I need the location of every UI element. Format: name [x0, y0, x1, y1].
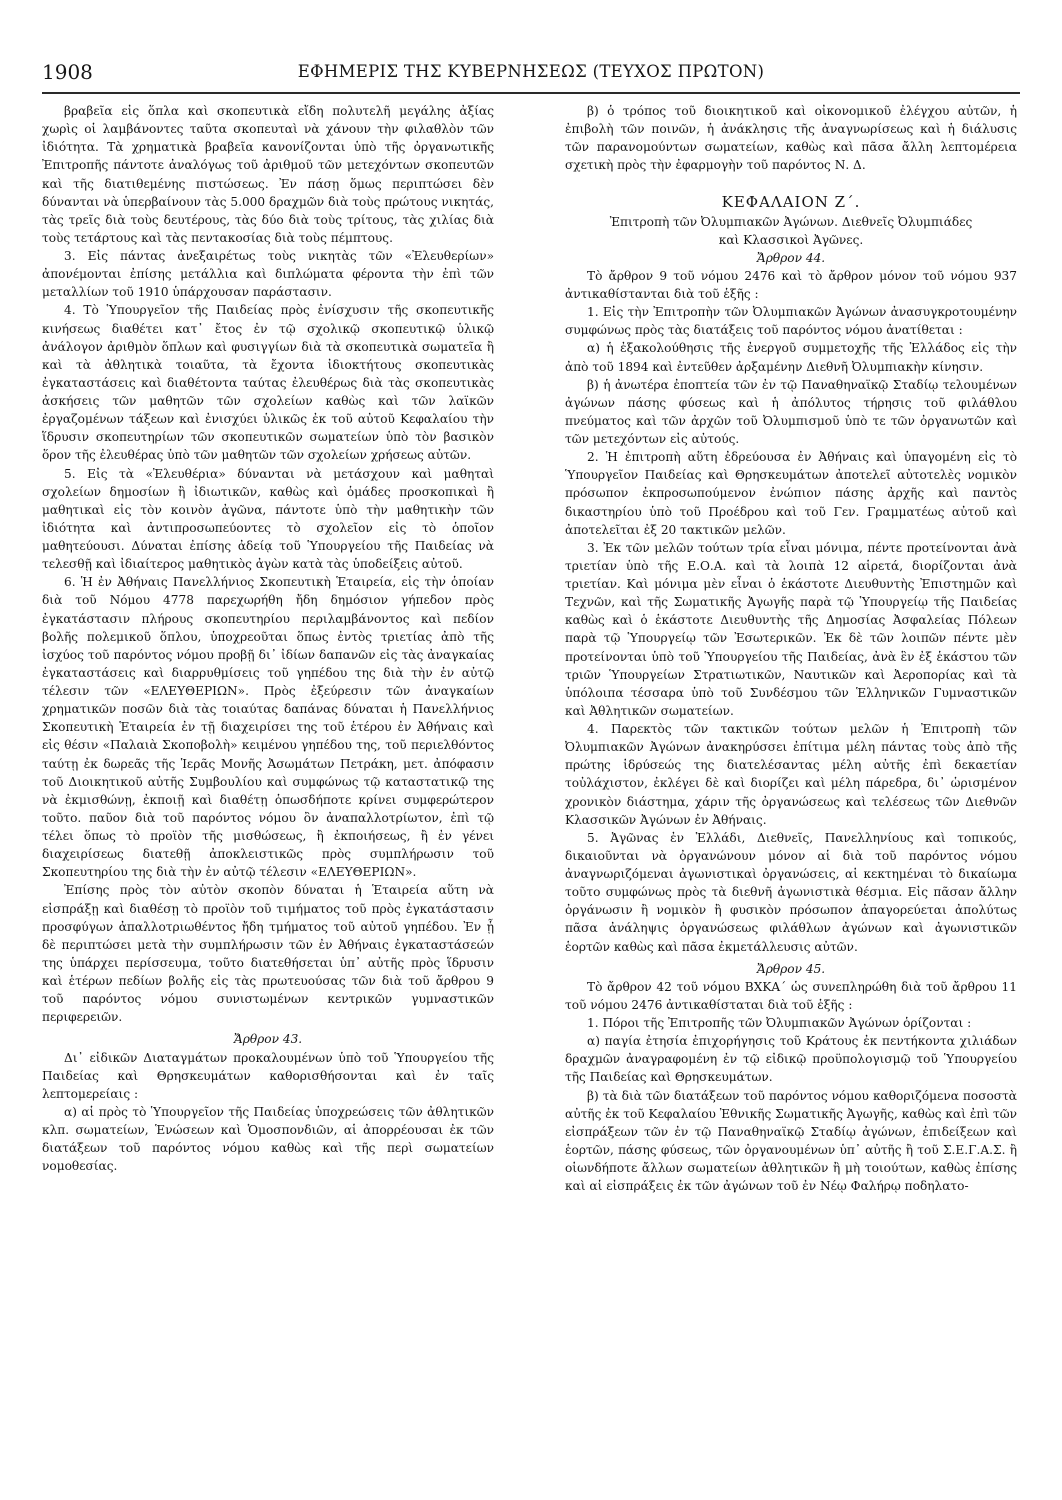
article-heading: Ἄρθρον 43. [233, 1032, 303, 1047]
left-column [42, 102, 494, 1482]
gazette-title: ΕΦΗΜΕΡΙΣ ΤΗΣ ΚΥΒΕΡΝΗΣΕΩΣ (ΤΕΥΧΟΣ ΠΡΩΤΟΝ) [297, 62, 765, 81]
paragraph: 1. Εἰς τὴν Ἐπιτροπὴν τῶν Ὀλυμπιακῶν Ἀγώνων ἀνασυγκροτουμένην συμφώνως πρὸς τὰς διατάξεις τοῦ παρόντος νόμου ἀνατίθεται : [565, 305, 1017, 338]
chapter-subtitle: καὶ Κλασσικοὶ Ἀγῶνες. [718, 232, 864, 247]
paragraph: 2. Ἡ ἐπιτροπὴ αὕτη ἐδρεύουσα ἐν Ἀθήναις καὶ ὑπαγομένη εἰς τὸ Ὑπουργεῖον Παιδείας καὶ Θρησκευμάτων ἀποτελεῖ αὐτοτελὲς νομικὸν πρόσωπον ἐκπροσωπούμενον ἐνώπιον πάσης ἀρχῆς καὶ παντὸς δικαστηρίου ὑπὸ τοῦ Προέδρου καὶ τοῦ Γεν. Γραμματέως αὐτοῦ καὶ ἀποτελεῖται ἐξ 20 τακτικῶν μελῶν. [565, 450, 1017, 537]
paragraph: βραβεῖα εἰς ὅπλα καὶ σκοπευτικὰ εἴδη πολυτελῆ μεγάλης ἀξίας χωρὶς οἱ λαμβάνοντες ταῦτα σκοπευταὶ νὰ χάνουν τὴν φιλαθλὸν τῶν ἰδιότητα. Τὰ χρηματικὰ βραβεῖα κανονίζονται ὑπὸ τῆς ὀργανωτικῆς Ἐπιτροπῆς πάντοτε ἀναλόγως τοῦ ἀριθμοῦ τῶν μετεχόντων σκοπευτῶν καὶ τῆς διατιθεμένης πιστώσεως. Ἐν πάσῃ ὅμως περιπτώσει δὲν δύνανται νὰ ὑπερβαίνουν τὰς 5.000 δραχμῶν διὰ τοὺς πρώτους νικητάς, τὰς τρεῖς διὰ τοὺς δευτέρους, τὰς δύο διὰ τοὺς τρίτους, τὰς χιλίας διὰ τοὺς τετάρτους καὶ τὰς πεντακοσίας διὰ τοὺς πέμπτους. [42, 104, 494, 245]
paragraph: 3. Ἐκ τῶν μελῶν τούτων τρία εἶναι μόνιμα, πέντε προτείνονται ἀνὰ τριετίαν ὑπὸ τῆς Ε.Ο.Α. καὶ τὰ λοιπὰ 12 αἱρετά, διορίζονται ἀνὰ τριετίαν. Καὶ μόνιμα μὲν εἶναι ὁ ἑκάστοτε Διευθυντὴς Ἐπιστημῶν καὶ Τεχνῶν, καὶ τῆς Σωματικῆς Ἀγωγῆς παρὰ τῷ Ὑπουργείῳ τῆς Παιδείας καθὼς καὶ ὁ ἑκάστοτε Διευθυντὴς τῆς Δημοσίας Ἀσφαλείας Πόλεων παρὰ τῷ Ὑπουργείῳ τῶν Ἐσωτερικῶν. Ἐκ δὲ τῶν λοιπῶν πέντε μὲν προτείνονται ὑπὸ τοῦ Ὑπουργείου τῆς Παιδείας, ἀνὰ ἓν ἐξ ἑκάστου τῶν τριῶν Ὑπουργείων Στρατιωτικῶν, Ναυτικῶν καὶ Ἀεροπορίας καὶ τὰ ὑπόλοιπα τέσσαρα ὑπὸ τοῦ Συνδέσμου τῶν Ἑλληνικῶν Γυμναστικῶν καὶ Ἀθλητικῶν σωματείων. [565, 540, 1017, 718]
paragraph: 4. Παρεκτὸς τῶν τακτικῶν τούτων μελῶν ἡ Ἐπιτροπὴ τῶν Ὀλυμπιακῶν Ἀγώνων ἀνακηρύσσει ἐπίτιμα μέλη πάντας τοὺς ἀπὸ τῆς πρώτης ἱδρύσεώς της διατελέσαντας μέλη αὐτῆς ἐπὶ δεκαετίαν τοὐλάχιστον, ἐκλέγει δὲ καὶ διορίζει καὶ μέλη πάρεδρα, δι᾽ ὡρισμένον χρονικὸν διάστημα, χάριν τῆς ὀργανώσεως καὶ τελέσεως τῶν Διεθνῶν Κλασσικῶν Ἀγώνων ἐν Ἀθήναις. [565, 722, 1017, 827]
paragraph: 4. Τὸ Ὑπουργεῖον τῆς Παιδείας πρὸς ἐνίσχυσιν τῆς σκοπευτικῆς κινήσεως διαθέτει κατ᾽ ἔτος ἐν τῷ σχολικῷ σκοπευτικῷ ὑλικῷ ἀνάλογον ἀριθμὸν ὅπλων καὶ φυσιγγίων διὰ τὰ σκοπευτικὰ σωματεῖα ἢ καὶ τὰ ἀθλητικὰ τοιαῦτα, τὰ ἔχοντα ἰδιοκτήτους σκοπευτικὰς ἐγκαταστάσεις καὶ διαθέτοντα ταύτας ἐλευθέρως διὰ τὰς σκοπευτικὰς ἀσκήσεις τῶν μαθητῶν τῶν σχολείων καθὼς καὶ τῶν λαϊκῶν ἐργαζομένων τάξεων καὶ ἐνισχύει ὑλικῶς ἐκ τοῦ αὐτοῦ Κεφαλαίου τὴν ἵδρυσιν σκοπευτηρίων τῶν σκοπευτικῶν σωματείων ὑπὸ τὸν βασικὸν ὅρον τῆς ἐλευθέρας ὑπὸ τῶν μαθητῶν τῶν σχολείων χρήσεως αὐτῶν. [42, 303, 494, 463]
paragraph: β) ἡ ἀνωτέρα ἐποπτεία τῶν ἐν τῷ Παναθηναϊκῷ Σταδίῳ τελουμένων ἀγώνων πάσης φύσεως καὶ ἡ ἀπόλυτος τήρησις τοῦ φιλάθλου πνεύματος καὶ τῶν ἀρχῶν τοῦ Ὀλυμπισμοῦ ὑπὸ τε τῶν ὀργανωτῶν καὶ τῶν μετεχόντων εἰς αὐτούς. [565, 377, 1017, 446]
paragraph: α) αἱ πρὸς τὸ Ὑπουργεῖον τῆς Παιδείας ὑποχρεώσεις τῶν ἀθλητικῶν κλπ. σωματείων, Ἑνώσεων καὶ Ὁμοσπονδιῶν, αἱ ἀπορρέουσαι ἐκ τῶν διατάξεων τοῦ παρόντος νόμου καθὼς καὶ τῆς περὶ σωματείων νομοθεσίας. [42, 1104, 494, 1174]
paragraph: 6. Ἡ ἐν Ἀθήναις Πανελλήνιος Σκοπευτικὴ Ἑταιρεία, εἰς τὴν ὁποίαν διὰ τοῦ Νόμου 4778 παρεχωρήθη ἤδη δημόσιον γήπεδον πρὸς ἐγκατάστασιν πλήρους σκοπευτηρίου περιλαμβάνοντος καὶ πεδίον βολῆς πολεμικοῦ ὅπλου, ὑποχρεοῦται ὅπως ἐντὸς τριετίας ἀπὸ τῆς ἰσχύος τοῦ παρόντος νόμου προβῇ δι᾽ ἰδίων δαπανῶν εἰς τὰς ἀναγκαίας ἐγκαταστάσεις καὶ διαρρυθμίσεις τοῦ γηπέδου της διὰ τὴν ἐν αὐτῷ τέλεσιν τῶν «ΕΛΕΥΘΕΡΙΩΝ». Πρὸς ἐξεύρεσιν τῶν ἀναγκαίων χρηματικῶν ποσῶν διὰ τὰς τοιαύτας δαπάνας δύναται ἡ Πανελλήνιος Σκοπευτικὴ Ἑταιρεία ἐν τῇ διαχειρίσει της τοῦ ἑτέρου ἐν Ἀθήναις καὶ εἰς θέσιν «Παλαιὰ Σκοποβολὴ» κειμένου γηπέδου της, τοῦ περιελθόντος ταύτῃ ἐκ δωρεᾶς τῆς Ἱερᾶς Μονῆς Ἀσωμάτων Πετράκη, μετ. ἀπόφασιν τοῦ Διοικητικοῦ αὐτῆς Συμβουλίου καὶ συμφώνως τῷ καταστατικῷ της νὰ ἐκμισθώνῃ, ἐκποιῇ καὶ διαθέτῃ ὁπωσδήποτε κρίνει συμφερώτερον τοῦτο. παῦον διὰ τοῦ παρόντος νόμου ὂν ἀναπαλλοτρίωτον, ἐπὶ τῷ τέλει ὅπως τὸ προϊὸν τῆς μισθώσεως, ἢ ἐκποιήσεως, ἢ ἐν γένει διαχειρίσεως διατεθῇ ἀποκλειστικῶς πρὸς συμπλήρωσιν τοῦ Σκοπευτηρίου της διὰ τὴν ἐν αὐτῷ τέλεσιν «ΕΛΕΥΘΕΡΙΩΝ». [42, 575, 494, 880]
page-number: 1908 [42, 60, 93, 84]
paragraph: 1. Πόροι τῆς Ἐπιτροπῆς τῶν Ὀλυμπιακῶν Ἀγώνων ὁρίζονται : [587, 1016, 972, 1030]
paragraph: 5. Εἰς τὰ «Ἐλευθέρια» δύνανται νὰ μετάσχουν καὶ μαθηταὶ σχολείων δημοσίων ἢ ἰδιωτικῶν, καθὼς καὶ ὁμάδες προσκοπικαὶ ἢ μαθητικαὶ εἰς τὸν κοινὸν ἀγῶνα, πάντοτε ὑπὸ τὴν μαθητικὴν τῶν ἰδιότητα καὶ ἀντιπροσωπεύοντες τὸ σχολεῖον εἰς τὸ ὁποῖον μαθητεύουσι. Δύναται ἐπίσης ἀδείᾳ τοῦ Ὑπουργείου τῆς Παιδείας νὰ τελεσθῇ καὶ ἰδιαίτερος μαθητικὸς ἀγὼν κατὰ τὰς ὑποδείξεις αὐτοῦ. [42, 466, 494, 572]
article-heading: Ἄρθρον 44. [756, 250, 826, 265]
paragraph: β) τὰ διὰ τῶν διατάξεων τοῦ παρόντος νόμου καθοριζόμενα ποσοστὰ αὐτῆς ἐκ τοῦ Κεφαλαίου Ἐθνικῆς Σωματικῆς Ἀγωγῆς, καθὼς καὶ ἐπὶ τῶν εἰσπράξεων τῶν ἐν τῷ Παναθηναϊκῷ Σταδίῳ ἀγώνων, ἐπιδείξεων καὶ ἑορτῶν, πάσης φύσεως, τῶν ὀργανουμένων ὑπ᾽ αὐτῆς ἢ τοῦ Σ.Ε.Γ.Α.Σ. ἢ οἱωνδήποτε ἄλλων σωματείων ἀθλητικῶν ἢ μὴ τοιούτων, καθὼς ἐπίσης καὶ αἱ εἰσπράξεις ἐκ τῶν ἀγώνων τοῦ ἐν Νέῳ Φαλήρῳ ποδηλατο- [565, 1088, 1017, 1194]
paragraph: α) παγία ἐτησία ἐπιχορήγησις τοῦ Κράτους ἐκ πεντήκοντα χιλιάδων δραχμῶν ἀναγραφομένη ἐν τῷ εἰδικῷ προϋπολογισμῷ τοῦ Ὑπουργείου τῆς Παιδείας καὶ Θρησκευμάτων. [565, 1034, 1017, 1085]
chapter-subtitle: Ἐπιτροπὴ τῶν Ὀλυμπιακῶν Ἀγώνων. Διεθνεῖς Ὀλυμπιάδες [609, 214, 973, 229]
article-heading: Ἄρθρον 45. [756, 961, 826, 976]
paragraph: 5. Ἀγῶνας ἐν Ἑλλάδι, Διεθνεῖς, Πανελληνίους καὶ τοπικούς, δικαιοῦνται νὰ ὀργανώνουν μόνον αἱ διὰ τοῦ παρόντος νόμου ἀναγνωριζόμεναι ἀγωνιστικαὶ ὀργανώσεις, αἱ κεκτημέναι τὸ δικαίωμα τοῦτο συμφώνως πρὸς τὰ διεθνῆ ἀγωνιστικὰ θέσμια. Εἰς πᾶσαν ἄλλην ὀργάνωσιν ἢ νομικὸν ἢ φυσικὸν πρόσωπον ἀπαγορεύεται ἀπολύτως πᾶσα ἀνάληψις ὀργανώσεως φιλάθλων ἀγώνων καὶ ἀγωνιστικῶν ἑορτῶν καθὼς καὶ πᾶσα ἐκμετάλλευσις αὐτῶν. [565, 830, 1017, 954]
paragraph: Ἐπίσης πρὸς τὸν αὐτὸν σκοπὸν δύναται ἡ Ἑταιρεία αὕτη νὰ εἰσπράξῃ καὶ διαθέσῃ τὸ προϊὸν τοῦ τιμήματος τοῦ πρὸς ἐγκατάστασιν προσφύγων ἀπαλλοτριωθέντος ἤδη τμήματος τοῦ αὐτοῦ γηπέδου. Ἐν ᾗ δὲ περιπτώσει μετὰ τὴν συμπλήρωσιν τῶν ἐν Ἀθήναις ἐγκαταστάσεών της ὑπάρχει περίσσευμα, τοῦτο διατεθήσεται ὑπ᾽ αὐτῆς πρὸς ἵδρυσιν καὶ ἑτέρων πεδίων βολῆς εἰς τὰς πρωτευούσας τῶν διὰ τοῦ ἄρθρου 9 τοῦ παρόντος νόμου συνιστωμένων κεντρικῶν γυμναστικῶν περιφερειῶν. [42, 883, 494, 1025]
paragraph: 3. Εἰς πάντας ἀνεξαιρέτως τοὺς νικητὰς τῶν «Ἐλευθερίων» ἀπονέμονται ἐπίσης μετάλλια καὶ διπλώματα φέροντα τὴν ἐπὶ τῶν μεταλλίων τοῦ 1910 ὑπάρχουσαν παράστασιν. [42, 249, 494, 300]
page-header [42, 58, 1020, 86]
paragraph: α) ἡ ἐξακολούθησις τῆς ἐνεργοῦ συμμετοχῆς τῆς Ἑλλάδος εἰς τὴν ἀπὸ τοῦ 1894 καὶ ἐντεῦθεν ἀρξαμένην Διεθνῆ Ὀλυμπιακὴν κίνησιν. [565, 341, 1017, 374]
paragraph: Τὸ ἄρθρον 42 τοῦ νόμου ΒΧΚΑ΄ ὡς συνεπληρώθη διὰ τοῦ ἄρθρου 11 τοῦ νόμου 2476 ἀντικαθίσταται διὰ τοῦ ἑξῆς : [565, 979, 1017, 1012]
paragraph: Τὸ ἄρθρον 9 τοῦ νόμου 2476 καὶ τὸ ἄρθρον μόνον τοῦ νόμου 937 ἀντικαθίστανται διὰ τοῦ ἑξῆς : [565, 268, 1017, 301]
chapter-heading: ΚΕΦΑΛΑΙΟΝ Ζ΄. [721, 192, 861, 211]
paragraph: Δι᾽ εἰδικῶν Διαταγμάτων προκαλουμένων ὑπὸ τοῦ Ὑπουργείου τῆς Παιδείας καὶ Θρησκευμάτων καθορισθήσονται καὶ ἐν ταῖς λεπτομερείαις : [42, 1050, 494, 1101]
header-rule [42, 92, 1020, 94]
right-column [565, 102, 1017, 1482]
paragraph: β) ὁ τρόπος τοῦ διοικητικοῦ καὶ οἰκονομικοῦ ἐλέγχου αὐτῶν, ἡ ἐπιβολὴ τῶν ποινῶν, ἡ ἀνάκλησις τῆς ἀναγνωρίσεως καὶ ἡ διάλυσις τῶν παρανομούντων σωματείων, καθὼς καὶ πᾶσα ἄλλη λεπτομέρεια σχετικὴ πρὸς τὴν ἐφαρμογὴν τοῦ παρόντος Ν. Δ. [565, 104, 1017, 173]
